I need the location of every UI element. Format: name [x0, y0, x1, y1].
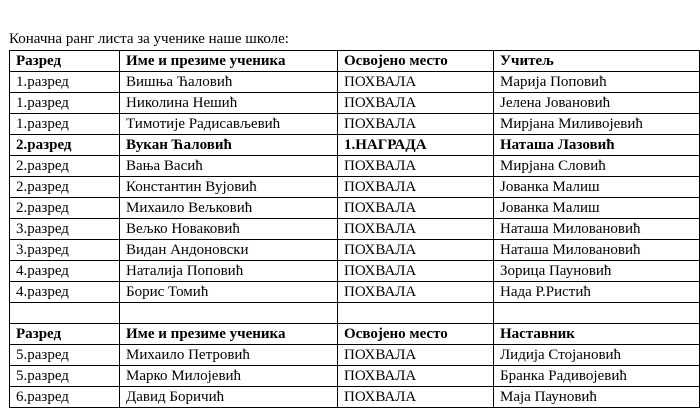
document-caption: Коначна ранг листа за ученике наше школе: — [9, 31, 289, 47]
student-name-cell: Давид Боричић — [120, 387, 338, 408]
grade-cell: 1.разред — [10, 93, 120, 114]
grade-cell: 2.разред — [10, 177, 120, 198]
student-name-cell: Борис Томић — [120, 282, 338, 303]
student-name-cell: Вељко Новаковић — [120, 219, 338, 240]
teacher-cell: Мирјана Словић — [494, 156, 700, 177]
table-header-row — [10, 51, 700, 72]
award-cell: ПОХВАЛА — [338, 93, 494, 114]
teacher-cell: Наташа Лазовић — [494, 135, 700, 156]
table-row — [10, 177, 700, 198]
grade-cell: 2.разред — [10, 198, 120, 219]
award-cell: ПОХВАЛА — [338, 366, 494, 387]
grade-cell: 6.разред — [10, 387, 120, 408]
award-cell: ПОХВАЛА — [338, 240, 494, 261]
rank-list-body — [10, 51, 700, 408]
award-cell: Освојено место — [338, 324, 494, 345]
student-name-cell: Наталија Поповић — [120, 261, 338, 282]
award-cell: ПОХВАЛА — [338, 219, 494, 240]
grade-cell: 2.разред — [10, 135, 120, 156]
grade-cell: 5.разред — [10, 345, 120, 366]
teacher-cell — [494, 303, 700, 324]
teacher-cell: Наташа Миловановић — [494, 240, 700, 261]
student-name-cell: Михаило Петровић — [120, 345, 338, 366]
award-cell: ПОХВАЛА — [338, 72, 494, 93]
grade-cell: Разред — [10, 324, 120, 345]
student-name-cell: Име и презиме ученика — [120, 324, 338, 345]
award-cell: ПОХВАЛА — [338, 387, 494, 408]
grade-cell: 4.разред — [10, 282, 120, 303]
teacher-cell: Бранка Радивојевић — [494, 366, 700, 387]
table-row — [10, 156, 700, 177]
award-cell: ПОХВАЛА — [338, 177, 494, 198]
teacher-cell: Наташа Миловановић — [494, 219, 700, 240]
grade-cell: 3.разред — [10, 219, 120, 240]
student-name-cell: Марко Милојевић — [120, 366, 338, 387]
grade-cell: 1.разред — [10, 114, 120, 135]
table-row — [10, 240, 700, 261]
grade-cell — [10, 303, 120, 324]
empty-row — [10, 303, 700, 324]
student-name-cell: Михаило Вељковић — [120, 198, 338, 219]
rank-list-table — [9, 50, 700, 408]
award-cell: 1.НАГРАДА — [338, 135, 494, 156]
grade-cell: 4.разред — [10, 261, 120, 282]
teacher-cell: Марија Поповић — [494, 72, 700, 93]
student-name-cell: Вишња Ћаловић — [120, 72, 338, 93]
table-row — [10, 366, 700, 387]
table-row — [10, 282, 700, 303]
table-row — [10, 198, 700, 219]
award-cell: ПОХВАЛА — [338, 345, 494, 366]
award-cell — [338, 303, 494, 324]
table-row — [10, 219, 700, 240]
teacher-cell: Учитељ — [494, 51, 700, 72]
teacher-cell: Јелена Јовановић — [494, 93, 700, 114]
grade-cell: 2.разред — [10, 156, 120, 177]
student-name-cell — [120, 303, 338, 324]
grade-cell: 1.разред — [10, 72, 120, 93]
teacher-cell: Нада Р.Ристић — [494, 282, 700, 303]
award-cell: ПОХВАЛА — [338, 261, 494, 282]
teacher-cell: Наставник — [494, 324, 700, 345]
table-row — [10, 135, 700, 156]
grade-cell: 3.разред — [10, 240, 120, 261]
award-cell: ПОХВАЛА — [338, 114, 494, 135]
teacher-cell: Лидија Стојановић — [494, 345, 700, 366]
teacher-cell: Маја Пауновић — [494, 387, 700, 408]
teacher-cell: Зорица Пауновић — [494, 261, 700, 282]
award-cell: ПОХВАЛА — [338, 282, 494, 303]
teacher-cell: Мирјана Миливојевић — [494, 114, 700, 135]
award-cell: ПОХВАЛА — [338, 198, 494, 219]
grade-cell: 5.разред — [10, 366, 120, 387]
student-name-cell: Вања Васић — [120, 156, 338, 177]
teacher-cell: Јованка Малиш — [494, 177, 700, 198]
grade-cell: Разред — [10, 51, 120, 72]
table-row — [10, 345, 700, 366]
table-row — [10, 93, 700, 114]
table-row — [10, 387, 700, 408]
student-name-cell: Име и презиме ученика — [120, 51, 338, 72]
table-row — [10, 261, 700, 282]
student-name-cell: Вукан Ћаловић — [120, 135, 338, 156]
teacher-cell: Јованка Малиш — [494, 198, 700, 219]
table-header-row — [10, 324, 700, 345]
table-row — [10, 72, 700, 93]
table-row — [10, 114, 700, 135]
award-cell: Освојено место — [338, 51, 494, 72]
student-name-cell: Тимотије Радисављевић — [120, 114, 338, 135]
student-name-cell: Видан Андоновски — [120, 240, 338, 261]
award-cell: ПОХВАЛА — [338, 156, 494, 177]
student-name-cell: Николина Нешић — [120, 93, 338, 114]
student-name-cell: Константин Вујовић — [120, 177, 338, 198]
